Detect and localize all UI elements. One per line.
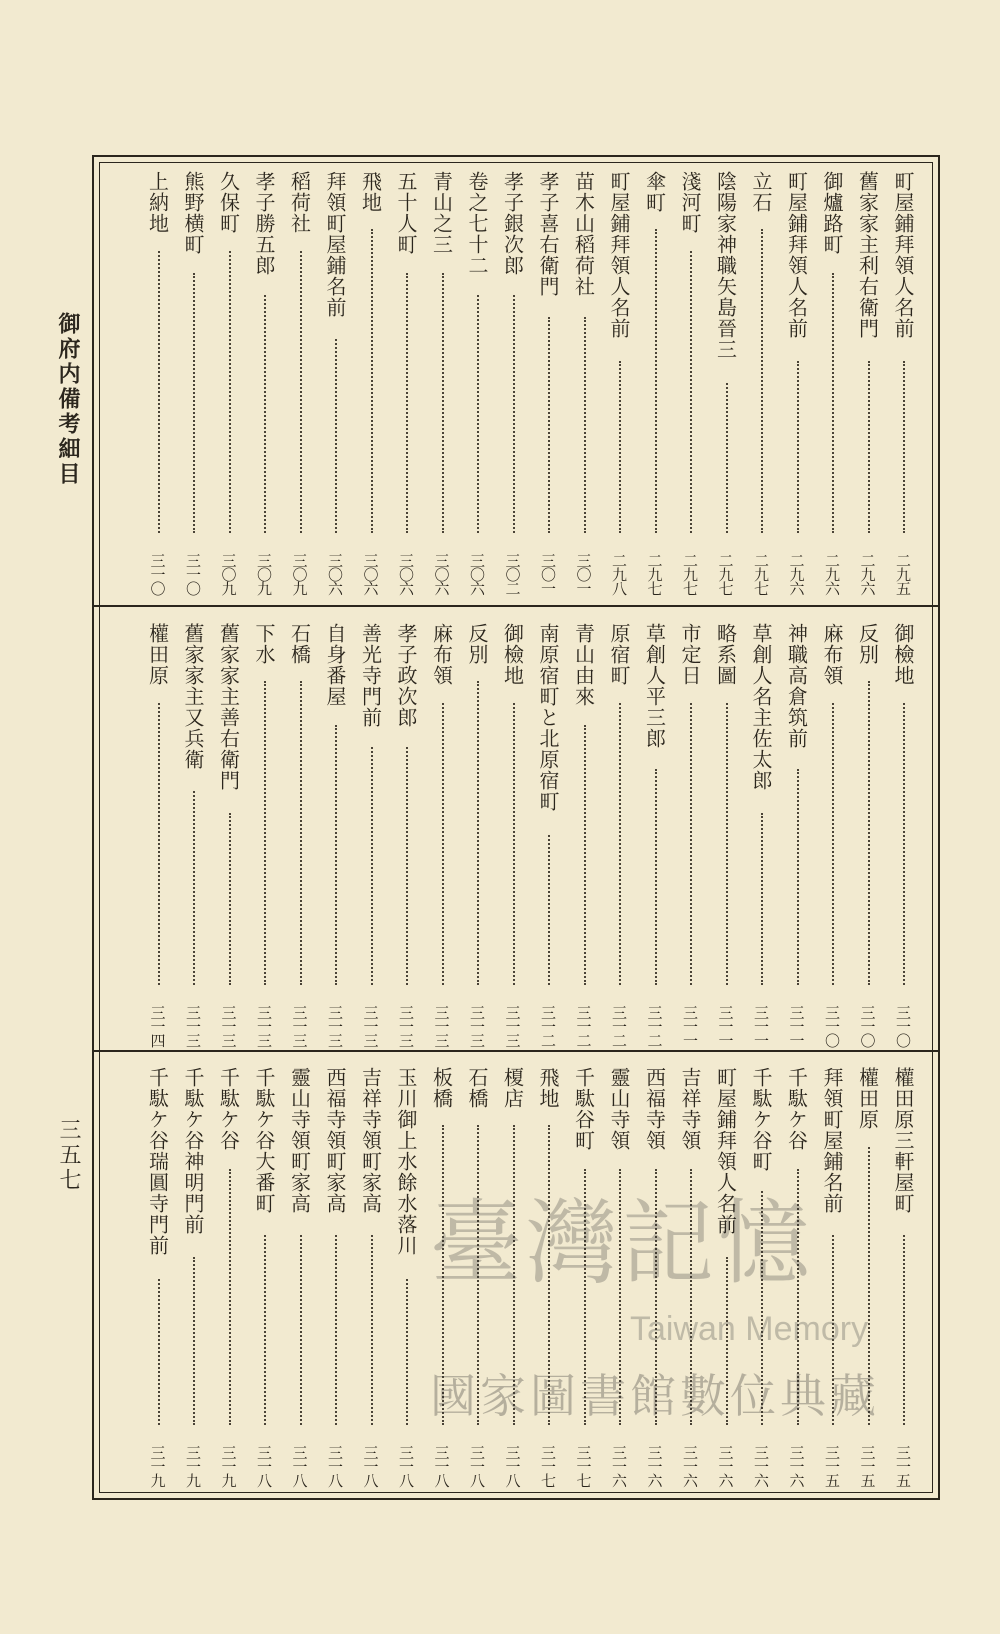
entry-page: 二九七 [716,553,735,595]
entry-title: 稻荷社 [287,171,312,234]
toc-entry [176,1067,210,1487]
leader-dots [761,813,763,985]
entry-page: 三一八 [290,1445,309,1487]
leader-dots [335,339,337,533]
toc-entry [176,171,210,595]
leader-dots [761,1191,763,1425]
entry-page: 三一三 [326,1005,344,1047]
toc-entry [283,623,317,1047]
entry-title: 略系圖 [713,623,738,686]
toc-entry [567,623,601,1047]
entry-title: 板橋 [429,1067,454,1109]
leader-dots [229,813,231,985]
leader-dots [442,273,444,533]
entry-page: 三一三 [468,1005,486,1047]
toc-entry [283,1067,317,1487]
entry-page: 二九七 [752,553,770,595]
leader-dots [193,1257,195,1425]
watermark-english: Taiwan Memory [630,1310,869,1348]
entry-title: 南原宿町と北原宿町 [536,623,560,812]
entry-page: 三一三 [255,1005,273,1047]
entry-title: 御檢地 [891,623,915,686]
entry-page: 三一〇 [184,553,202,595]
entry-page: 三一二 [610,1005,628,1047]
toc-entry [318,1067,352,1487]
entry-title: 立石 [749,171,773,213]
leader-dots [548,1125,550,1425]
entry-page: 三〇六 [326,553,344,595]
entry-page: 三一八 [468,1445,486,1487]
page-number: 三五七 [56,1118,81,1193]
entry-title: 舊家家主利右衛門 [855,171,880,339]
leader-dots [442,703,444,985]
toc-entry [673,623,707,1047]
entry-title: 西福寺領 [642,1067,667,1151]
entry-title: 淺河町 [678,171,702,234]
leader-dots [371,229,373,533]
entry-page: 二九六 [858,553,877,595]
toc-entry [425,1067,459,1487]
entry-page: 三一八 [255,1445,273,1487]
entry-title: 千駄ケ谷 [784,1067,809,1151]
entry-page: 三一八 [503,1445,522,1487]
leader-dots [655,769,657,985]
entry-page: 三一四 [148,1005,167,1047]
leader-dots [158,251,160,533]
entry-title: 傘町 [642,171,667,213]
leader-dots [335,1235,337,1425]
entry-title: 市定日 [678,623,702,686]
toc-entry [815,171,849,595]
leader-dots [477,295,479,533]
entry-title: 吉祥寺領町家高 [358,1067,383,1214]
entry-page: 三一六 [645,1445,664,1487]
entry-title: 千駄谷町 [571,1067,596,1151]
leader-dots [868,681,870,985]
toc-entry [354,623,388,1047]
toc-entry [744,1067,778,1487]
entry-page: 三〇六 [397,553,415,595]
section-divider [94,605,938,607]
toc-entry [673,1067,707,1487]
toc-entry [389,1067,423,1487]
entry-title: 權田原 [855,1067,880,1130]
leader-dots [868,361,870,533]
entry-page: 三一七 [574,1445,593,1487]
entry-page: 三一〇 [148,553,167,595]
entry-title: 舊家家主又兵衛 [181,623,205,770]
entry-page: 三一三 [432,1005,451,1047]
toc-entry [425,623,459,1047]
leader-dots [477,681,479,985]
entry-page: 三一九 [184,1445,202,1487]
toc-entry [567,1067,601,1487]
leader-dots [726,703,728,985]
leader-dots [264,295,266,533]
section-divider [94,1050,938,1052]
entry-page: 二九五 [894,553,912,595]
leader-dots [513,703,515,985]
entry-title: 青山之三 [429,171,454,255]
toc-entry [815,623,849,1047]
entry-page: 三〇六 [432,553,451,595]
toc-entry [709,623,743,1047]
toc-entry [851,171,885,595]
toc-entry [496,623,530,1047]
leader-dots [371,747,373,985]
entry-page: 三一六 [681,1445,699,1487]
entry-title: 麻布領 [429,623,454,686]
toc-entry [425,171,459,595]
entry-title: 町屋鋪拜領人名前 [713,1067,738,1235]
entry-title: 千駄ケ谷大番町 [252,1067,276,1214]
contents-frame [92,155,940,1500]
leader-dots [655,1169,657,1425]
entry-title: 飛地 [358,171,383,213]
toc-entry [247,623,281,1047]
toc-entry [389,623,423,1047]
entry-title: 千駄ケ谷瑞圓寺門前 [145,1067,170,1256]
leader-dots [584,317,586,533]
leader-dots [513,1125,515,1425]
entry-page: 三一二 [539,1005,557,1047]
toc-entry [460,1067,494,1487]
entry-title: 下水 [252,623,276,665]
leader-dots [477,1125,479,1425]
entry-title: 靈山寺領町家高 [287,1067,312,1214]
entry-page: 三一一 [752,1005,770,1047]
leader-dots [797,769,799,985]
toc-entry [531,623,565,1047]
leader-dots [903,1235,905,1425]
toc-entry [212,171,246,595]
entry-page: 三一三 [361,1005,380,1047]
leader-dots [832,1235,834,1425]
entry-page: 三一六 [787,1445,806,1487]
toc-entry [638,1067,672,1487]
leader-dots [726,383,728,533]
entry-page: 三一一 [681,1005,699,1047]
entry-page: 三一八 [432,1445,451,1487]
entry-title: 原宿町 [607,623,631,686]
leader-dots [690,251,692,533]
toc-entry [709,171,743,595]
entry-title: 麻布領 [820,623,844,686]
entry-title: 孝子喜右衛門 [536,171,560,297]
toc-entry [283,171,317,595]
toc-entry [673,171,707,595]
entry-page: 三一三 [290,1005,309,1047]
leader-dots [655,229,657,533]
entry-page: 三一六 [752,1445,770,1487]
toc-entry [460,623,494,1047]
entry-title: 玉川御上水餘水落川 [394,1067,418,1256]
entry-title: 上納地 [145,171,170,234]
entry-title: 飛地 [536,1067,560,1109]
entry-page: 三一三 [397,1005,415,1047]
leader-dots [335,725,337,985]
entry-page: 三〇九 [255,553,273,595]
entry-page: 三一一 [716,1005,735,1047]
leader-dots [229,1169,231,1425]
entry-page: 三一五 [858,1445,877,1487]
entry-page: 三〇九 [290,553,309,595]
leader-dots [158,1279,160,1425]
toc-entry [886,1067,920,1487]
watermark-main: 臺灣記憶 [430,1190,815,1297]
toc-entry [638,171,672,595]
leader-dots [726,1257,728,1425]
entry-page: 三一八 [397,1445,415,1487]
entry-page: 三一〇 [894,1005,912,1047]
entry-title: 五十人町 [394,171,418,255]
toc-entry [141,623,175,1047]
entry-title: 久保町 [216,171,241,234]
entry-page: 三一五 [823,1445,841,1487]
entry-title: 青山由來 [571,623,596,707]
toc-entry [212,623,246,1047]
toc-entry [212,1067,246,1487]
entry-page: 二九七 [681,553,699,595]
entry-page: 二九八 [610,553,628,595]
entry-page: 三一三 [184,1005,202,1047]
entry-page: 三〇九 [219,553,238,595]
entry-title: 卷之七十二 [465,171,489,276]
leader-dots [619,703,621,985]
entry-page: 三〇一 [574,553,593,595]
toc-entry [354,171,388,595]
entry-page: 二九六 [787,553,806,595]
entry-title: 熊野横町 [181,171,205,255]
toc-entry [602,1067,636,1487]
toc-entry [638,623,672,1047]
book-title: 御府内備考細目 [55,312,81,487]
toc-entry [496,171,530,595]
entry-title: 孝子銀次郎 [500,171,525,276]
leader-dots [300,681,302,985]
toc-entry [389,171,423,595]
leader-dots [264,681,266,985]
entry-title: 草創人名主佐太郎 [749,623,773,791]
leader-dots [158,703,160,985]
leader-dots [797,1169,799,1425]
leader-dots [406,747,408,985]
leader-dots [300,251,302,533]
entry-title: 神職高倉筑前 [784,623,809,749]
entry-page: 三一一 [787,1005,806,1047]
leader-dots [442,1125,444,1425]
toc-entry [851,623,885,1047]
toc-entry [567,171,601,595]
toc-entry [780,1067,814,1487]
leader-dots [868,1147,870,1425]
entry-title: 拜領町屋鋪名前 [820,1067,844,1214]
leader-dots [371,1235,373,1425]
leader-dots [584,725,586,985]
toc-entry [815,1067,849,1487]
entry-title: 草創人平三郎 [642,623,667,749]
entry-page: 三一九 [148,1445,167,1487]
leader-dots [690,703,692,985]
entry-title: 靈山寺領 [607,1067,631,1151]
entry-title: 孝子勝五郎 [252,171,276,276]
entry-title: 孝子政次郎 [394,623,418,728]
entry-page: 三〇二 [503,553,522,595]
leader-dots [193,273,195,533]
leader-dots [690,1169,692,1425]
entry-title: 吉祥寺領 [678,1067,702,1151]
leader-dots [300,1235,302,1425]
entry-title: 反別 [465,623,489,665]
entry-title: 石橋 [465,1067,489,1109]
toc-entry [176,623,210,1047]
entry-page: 三〇一 [539,553,557,595]
toc-entry [496,1067,530,1487]
entry-page: 三一三 [219,1005,238,1047]
toc-entry [709,1067,743,1487]
entry-page: 三一九 [219,1445,238,1487]
entry-page: 三一七 [539,1445,557,1487]
entry-title: 御檢地 [500,623,525,686]
entry-page: 三一六 [610,1445,628,1487]
toc-entry [780,171,814,595]
entry-title: 西福寺領町家高 [323,1067,347,1214]
leader-dots [548,835,550,985]
leader-dots [619,1169,621,1425]
entry-title: 千駄ケ谷神明門前 [181,1067,205,1235]
entry-title: 町屋鋪拜領人名前 [607,171,631,339]
toc-entry [531,1067,565,1487]
toc-entry [780,623,814,1047]
leader-dots [903,703,905,985]
leader-dots [832,273,834,533]
toc-entry [247,1067,281,1487]
entry-page: 三一〇 [858,1005,877,1047]
leader-dots [264,1235,266,1425]
toc-entry [602,171,636,595]
leader-dots [584,1169,586,1425]
leader-dots [761,229,763,533]
toc-entry [531,171,565,595]
leader-dots [193,791,195,985]
entry-page: 三一〇 [823,1005,841,1047]
entry-page: 三一三 [503,1005,522,1047]
toc-entry [318,623,352,1047]
entry-title: 千駄ケ谷町 [749,1067,773,1172]
entry-title: 權田原 [145,623,170,686]
entry-page: 三一八 [326,1445,344,1487]
toc-entry [886,623,920,1047]
entry-title: 榎店 [500,1067,525,1109]
watermark-library: 國家圖書館數位典藏 [430,1369,880,1423]
toc-entry [141,171,175,595]
leader-dots [832,703,834,985]
entry-page: 二九六 [823,553,841,595]
entry-page: 二九七 [645,553,664,595]
leader-dots [406,273,408,533]
entry-title: 石橋 [287,623,312,665]
entry-page: 三〇六 [468,553,486,595]
entry-page: 三一八 [361,1445,380,1487]
leader-dots [406,1279,408,1425]
leader-dots [229,251,231,533]
entry-title: 權田原三軒屋町 [891,1067,915,1214]
leader-dots [797,361,799,533]
entry-title: 陰陽家神職矢島晉三 [713,171,738,360]
toc-entry [744,623,778,1047]
entry-title: 反別 [855,623,880,665]
entry-title: 苗木山稻荷社 [571,171,596,297]
toc-entry [247,171,281,595]
entry-page: 三一二 [574,1005,593,1047]
entry-page: 三〇六 [361,553,380,595]
toc-entry [141,1067,175,1487]
toc-entry [318,171,352,595]
entry-title: 善光寺門前 [358,623,383,728]
entry-title: 町屋鋪拜領人名前 [891,171,915,339]
entry-page: 三一六 [716,1445,735,1487]
toc-entry [851,1067,885,1487]
entry-title: 町屋鋪拜領人名前 [784,171,809,339]
entry-page: 三一五 [894,1445,912,1487]
entry-title: 舊家家主善右衛門 [216,623,241,791]
leader-dots [513,295,515,533]
leader-dots [903,361,905,533]
toc-entry [744,171,778,595]
leader-dots [548,317,550,533]
entry-title: 拜領町屋鋪名前 [323,171,347,318]
entry-title: 御爐路町 [820,171,844,255]
toc-entry [886,171,920,595]
toc-entry [460,171,494,595]
entry-title: 自身番屋 [323,623,347,707]
toc-entry [602,623,636,1047]
entry-page: 三一二 [645,1005,664,1047]
entry-title: 千駄ケ谷 [216,1067,241,1151]
toc-entry [354,1067,388,1487]
leader-dots [619,361,621,533]
